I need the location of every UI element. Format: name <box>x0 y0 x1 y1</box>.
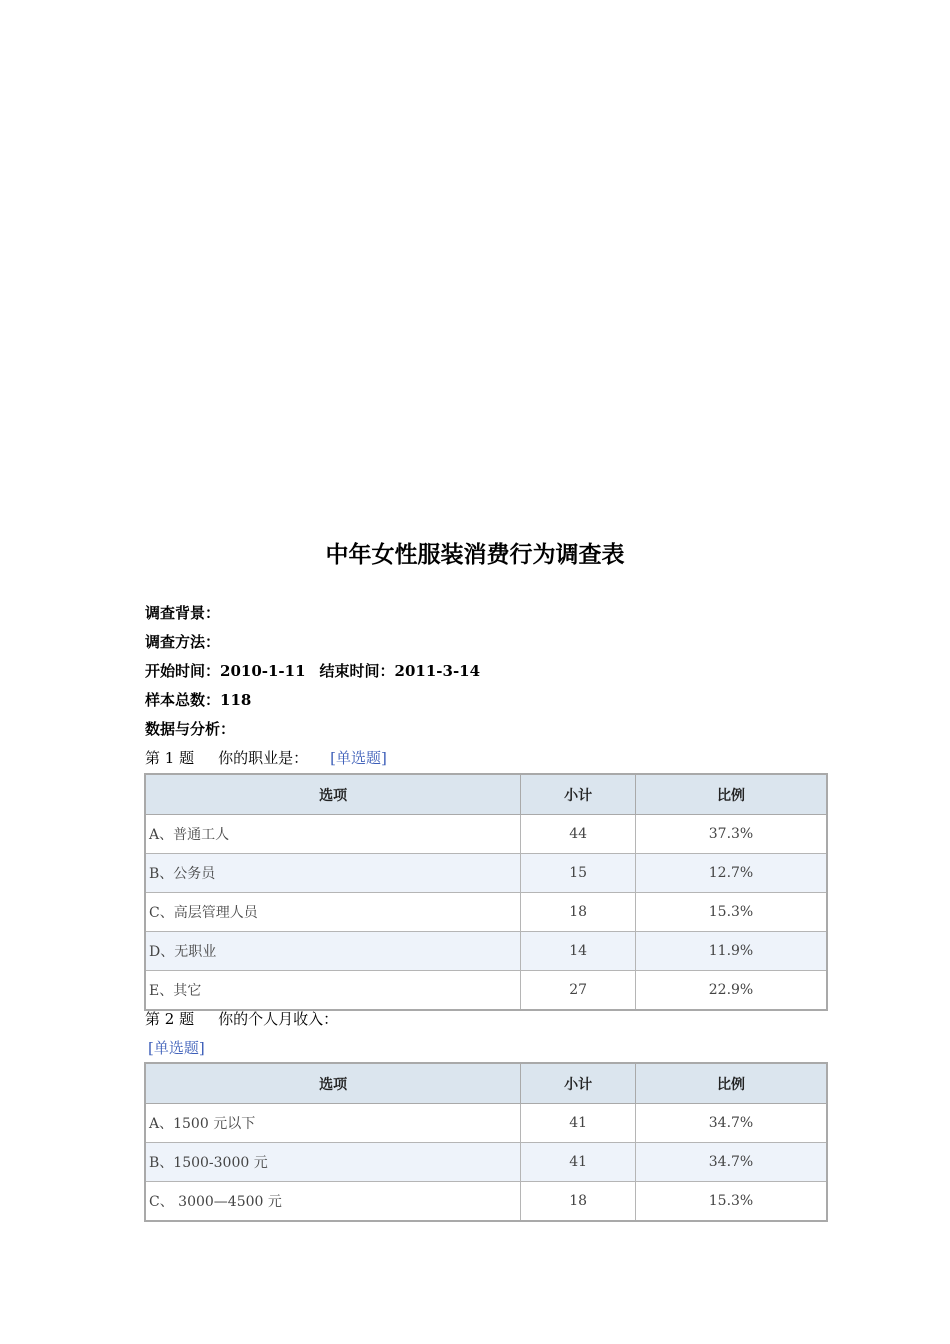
column-header-ratio: 比例 <box>635 774 827 815</box>
ratio-cell: 15.3% <box>635 893 827 932</box>
table-row <box>145 1182 827 1222</box>
table-row <box>145 932 827 971</box>
count-cell: 14 <box>521 932 636 971</box>
count-cell: 15 <box>521 854 636 893</box>
table-row <box>145 854 827 893</box>
end-time-label: 结束时间： <box>319 662 395 680</box>
question-1-text: 你的职业是： <box>218 749 309 767</box>
sample-total-value: 118 <box>220 691 252 709</box>
count-cell: 41 <box>521 1104 636 1143</box>
option-cell: C、 3000—4500 元 <box>145 1182 521 1222</box>
question-2-number: 第 2 题 <box>145 1010 195 1028</box>
column-header-count: 小计 <box>521 1063 636 1104</box>
count-cell: 18 <box>521 1182 636 1222</box>
column-header-count: 小计 <box>521 774 636 815</box>
question-1-number: 第 1 题 <box>145 749 195 767</box>
column-header-option: 选项 <box>145 774 521 815</box>
survey-background-label: 调查背景： <box>145 604 221 622</box>
count-cell: 44 <box>521 815 636 854</box>
ratio-cell: 11.9% <box>635 932 827 971</box>
ratio-cell: 12.7% <box>635 854 827 893</box>
option-cell: A、普通工人 <box>145 815 521 854</box>
option-cell: C、高层管理人员 <box>145 893 521 932</box>
sample-total <box>145 689 251 711</box>
option-cell: B、公务员 <box>145 854 521 893</box>
option-cell: E、其它 <box>145 971 521 1011</box>
ratio-cell: 15.3% <box>635 1182 827 1222</box>
question-1-type: [单选题] <box>330 749 387 767</box>
count-cell: 41 <box>521 1143 636 1182</box>
survey-method-label: 调查方法： <box>145 633 221 651</box>
start-time-label: 开始时间： <box>145 662 221 680</box>
table-row <box>145 893 827 932</box>
question-2-type-line <box>148 1037 205 1059</box>
question-2-type: [单选题] <box>148 1039 205 1057</box>
column-header-ratio: 比例 <box>635 1063 827 1104</box>
table-row <box>145 815 827 854</box>
count-cell: 18 <box>521 893 636 932</box>
ratio-cell: 37.3% <box>635 815 827 854</box>
survey-dates <box>145 660 480 682</box>
table-row <box>145 1143 827 1182</box>
analysis-label: 数据与分析： <box>145 720 236 738</box>
sample-total-label: 样本总数： <box>145 691 221 709</box>
question-1-table <box>144 773 828 1011</box>
count-cell: 27 <box>521 971 636 1011</box>
question-2-heading <box>145 1008 338 1030</box>
question-1-heading <box>145 747 387 769</box>
question-2-table <box>144 1062 828 1222</box>
ratio-cell: 34.7% <box>635 1104 827 1143</box>
end-time-value: 2011-3-14 <box>394 662 481 680</box>
ratio-cell: 22.9% <box>635 971 827 1011</box>
start-time-value: 2010-1-11 <box>220 662 306 680</box>
question-2-text: 你的个人月收入： <box>218 1010 339 1028</box>
ratio-cell: 34.7% <box>635 1143 827 1182</box>
column-header-option: 选项 <box>145 1063 521 1104</box>
table-row <box>145 1104 827 1143</box>
page-title: 中年女性服装消费行为调查表 <box>325 542 625 568</box>
option-cell: D、无职业 <box>145 932 521 971</box>
table-header-row <box>145 1063 827 1104</box>
option-cell: B、1500-3000 元 <box>145 1143 521 1182</box>
table-row <box>145 971 827 1011</box>
table-header-row <box>145 774 827 815</box>
option-cell: A、1500 元以下 <box>145 1104 521 1143</box>
